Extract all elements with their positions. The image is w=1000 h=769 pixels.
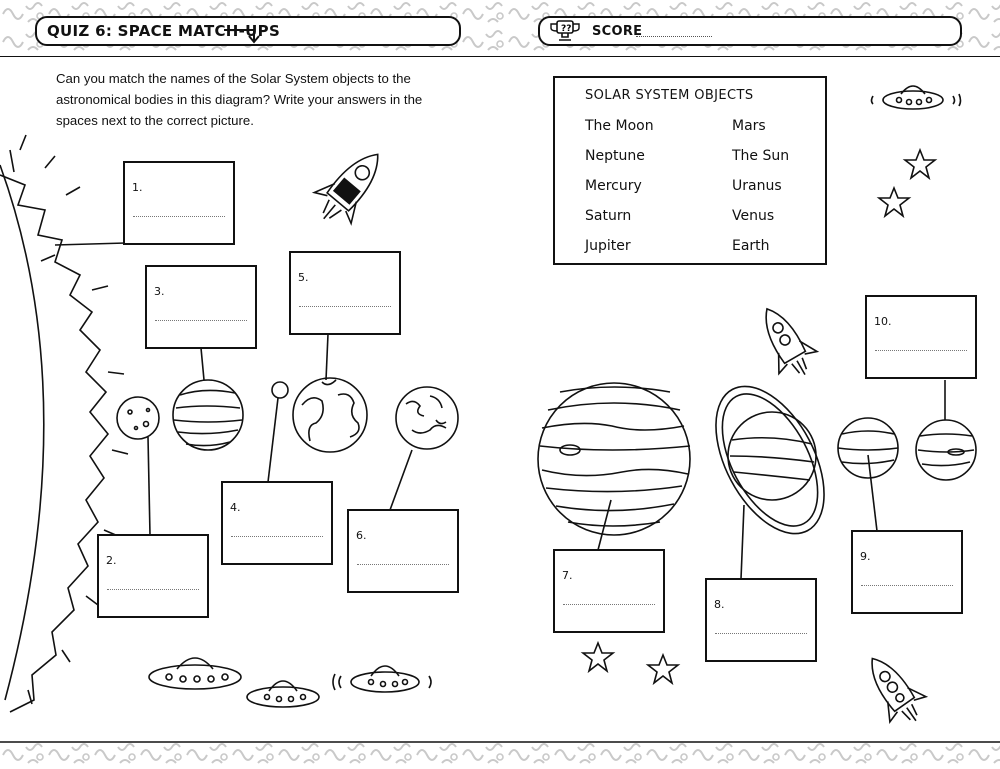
answer-number: 10. [874,315,892,328]
object-left-5: Jupiter [585,238,631,254]
planet-icon [694,369,847,552]
answer-line[interactable] [357,564,449,565]
answer-box-8[interactable] [705,578,817,662]
answer-number: 1. [132,181,143,194]
answer-line[interactable] [231,536,323,537]
answer-box-2[interactable] [97,534,209,618]
answer-number: 7. [562,569,573,582]
rocket-icon [854,646,934,733]
star-icon [583,643,613,671]
connector-8 [741,505,744,579]
answer-line[interactable] [155,320,247,321]
connector-5 [326,334,328,380]
score-label: SCORE [592,24,643,39]
object-right-3: Uranus [732,178,782,194]
answer-box-6[interactable] [347,509,459,593]
ufo-icon [149,658,241,689]
object-left-4: Saturn [585,208,632,224]
answer-number: 2. [106,554,117,567]
answer-number: 8. [714,598,725,611]
object-right-1: Mars [732,118,766,134]
object-right-4: Venus [732,208,775,224]
sun-icon [0,135,128,712]
planet-icon [538,383,690,535]
answer-line[interactable] [133,216,225,217]
answer-number: 4. [230,501,241,514]
connector-2 [148,437,150,535]
answer-line[interactable] [861,585,953,586]
answer-number: 5. [298,271,309,284]
answer-box-5[interactable] [289,251,401,335]
answer-number: 9. [860,550,871,563]
answer-line[interactable] [107,589,199,590]
answer-number: 3. [154,285,165,298]
planet-icon [838,418,898,478]
answer-line[interactable] [875,350,967,351]
planet-icon [117,397,159,439]
answer-line[interactable] [715,633,807,634]
object-right-2: The Sun [732,148,790,164]
objects-panel-title: SOLAR SYSTEM OBJECTS [585,88,754,103]
planet-icon [272,382,288,398]
star-icon [648,655,678,683]
answer-box-9[interactable] [851,530,963,614]
answer-box-4[interactable] [221,481,333,565]
svg-text:??: ?? [561,24,572,34]
answer-line[interactable] [563,604,655,605]
rocket-icon [305,139,396,234]
object-left-1: The Moon [585,118,654,134]
connector-1 [55,243,126,245]
star-icon [879,188,909,216]
star-icon [905,150,935,178]
object-right-5: Earth [732,238,770,254]
connector-4 [268,398,278,482]
answer-box-10[interactable] [865,295,977,379]
rocket-icon [748,298,824,386]
answer-line[interactable] [299,306,391,307]
answer-box-1[interactable] [123,161,235,245]
connector-9 [868,455,877,531]
planet-icon [396,387,458,449]
planet-icon [916,420,976,480]
connector-6 [390,450,412,510]
planet-icon [293,378,367,452]
quiz-title: QUIZ 6: SPACE MATCH-UPS [47,22,281,40]
answer-box-3[interactable] [145,265,257,349]
ufo-icon [247,681,319,707]
ufo-icon [333,666,431,692]
answer-box-7[interactable] [553,549,665,633]
object-left-2: Neptune [585,148,645,164]
instructions-text: Can you match the names of the Solar System objects to the astronomical bodies in this diagram? Write your answers in the spaces next to the correct picture. [56,71,423,128]
ufo-icon [872,86,961,109]
answer-number: 6. [356,529,367,542]
object-left-3: Mercury [585,178,642,194]
connector-3 [201,348,204,380]
